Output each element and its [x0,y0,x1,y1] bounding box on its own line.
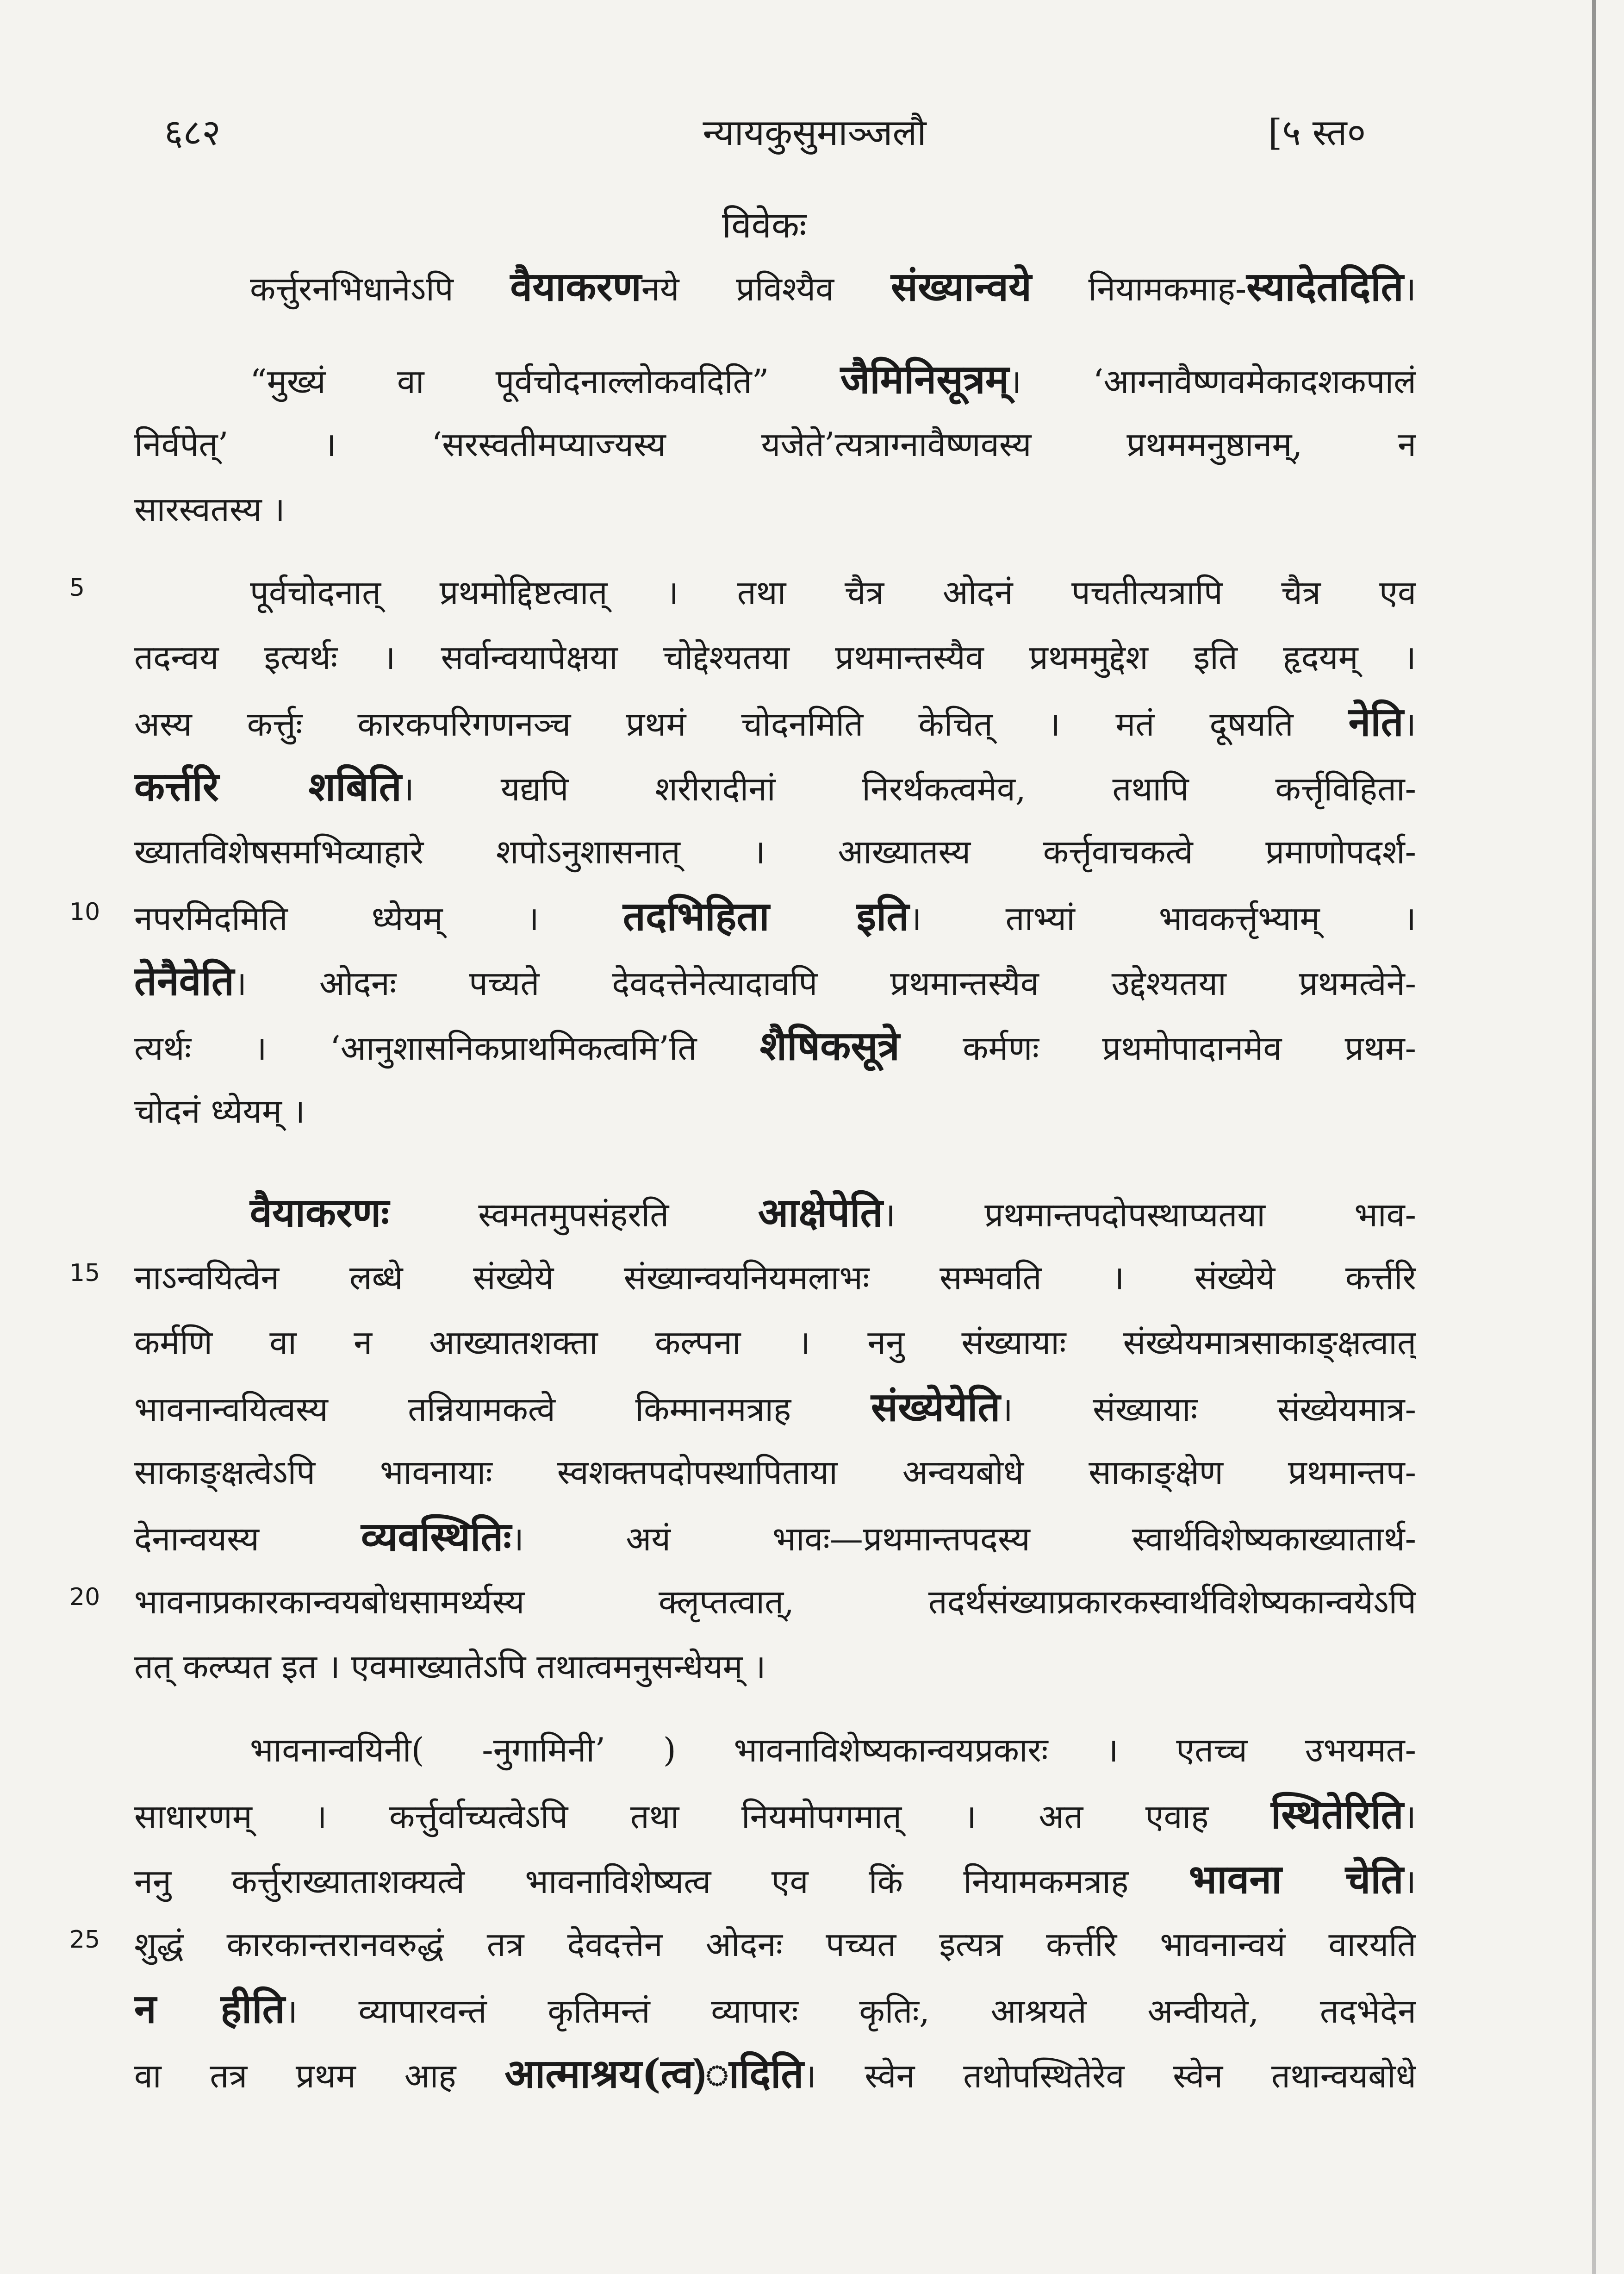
text-line [134,1722,1416,1778]
text-run: ननु कर्त्तुराख्याताशक्यत्वे भावनाविशेष्यत्व एव किं नियामकमत्राह [134,1862,1189,1901]
text-line [134,954,1416,1011]
text-run: “मुख्यं वा पूर्वचोदनाल्लोकवदिति” [250,362,840,401]
text-line [134,824,1416,880]
text-line [134,1444,1416,1500]
text-line [134,630,1416,685]
text-run: ख्यातविशेषसमभिव्याहारे शपोऽनुशासनात् । आख्यातस्य कर्त्तृवाचकत्वे प्रमाणोपदर्श- [134,832,1416,871]
text-line [134,259,1416,317]
margin-line-number: 10 [69,898,100,926]
text-run: नियामकमाह- [1031,269,1247,308]
text-run: नये प्रविश्यैव [641,269,891,308]
text-run: । ‘आग्नावैष्णवमेकादशकपालं [1009,362,1416,401]
emphasized-term: व्यवस्थितिः [361,1513,511,1560]
emphasized-term: तदभिहिता इति [622,893,909,940]
text-run: । ओदनः पच्यते देवदत्तेनेत्यादावपि प्रथमान्तस्यैव उद्देश्यतया प्रथमत्वेने- [234,964,1416,1003]
text-run: शुद्धं कारकान्तरानवरुद्धं तत्र देवदत्तेन ओदनः पच्यत इत्यत्र कर्त्तरि भावनान्वयं वारयति [134,1925,1416,1964]
text-run: । ताभ्यां भावकर्त्तृभ्याम् । [909,899,1416,938]
text-run: तत् कल्प्यत इत । एवमाख्यातेऽपि तथात्वमनुसन्धेयम् । [134,1647,766,1686]
text-line [134,1250,1416,1306]
page-edge-shadow [1592,0,1596,2274]
text-line [134,417,1416,472]
margin-line-number: 20 [69,1583,100,1611]
text-run: त्यर्थः । ‘आनुशासनिकप्राथमिकत्वमि’ति [134,1029,760,1068]
emphasized-term: स्थितेरिति [1270,1791,1404,1838]
text-line [134,1787,1416,1844]
running-title: न्यायकुसुमाञ्जलौ [703,112,927,154]
text-line [134,1018,1416,1076]
text-run: भावनान्वयित्वस्य तन्नियामकत्वे किम्मानमत्राह [134,1390,871,1429]
text-run: भावनान्वयिनी( -नुगामिनी’ ) भावनाविशेष्यकान्वयप्रकारः । एतच्च उभयमत- [250,1730,1416,1769]
text-line [134,889,1416,946]
text-run: । संख्यायाः संख्येयमात्र- [1000,1390,1416,1429]
text-run: निर्वपेत्’ । ‘सरस्वतीमप्याज्यस्य यजेते’त्यत्राग्नावैष्णवस्य प्रथममनुष्ठानम्, न [134,425,1416,464]
text-run: । स्वेन तथोपस्थितेरेव स्वेन तथान्वयबोधे [803,2056,1416,2095]
text-line [134,1083,1416,1139]
text-run: । अयं भावः—प्रथमान्तपदस्य स्वार्थविशेष्यकाख्यातार्थ- [511,1519,1416,1558]
margin-line-number: 5 [69,574,85,602]
emphasized-term: स्यादेतदिति [1246,263,1404,310]
emphasized-term: नेति [1348,699,1404,745]
text-run: भावनाप्रकारकान्वयबोधसामर्थ्यस्य क्लृप्तत्वात्, तदर्थसंख्याप्रकारकस्वार्थविशेष्यकान्वयेऽपि [134,1582,1416,1621]
text-run: । [1403,269,1416,308]
text-run: । प्रथमान्तपदोपस्थाप्यतया भाव- [883,1195,1416,1234]
emphasized-term: जैमिनिसूत्रम् [840,356,1009,403]
text-line [134,1380,1416,1437]
text-line [134,1917,1416,1972]
text-run: सारस्वतस्य । [134,490,285,529]
text-run: पूर्वचोदनात् प्रथमोद्दिष्टत्वात् । तथा चैत्र ओदनं पचतीत्यत्रापि चैत्र एव [250,573,1416,612]
text-line [134,1981,1416,2039]
emphasized-term: संख्येयेति [871,1384,1001,1431]
page-number: ६८२ [164,112,221,154]
margin-line-number: 25 [69,1926,100,1954]
text-run: कर्त्तुरनभिधानेऽपि [250,269,510,308]
text-run: । [1403,1797,1416,1836]
text-line [134,2046,1416,2104]
text-line [134,694,1416,752]
text-run: नपरमिदमिति ध्येयम् । [134,899,623,938]
text-line [134,1852,1416,1909]
text-line [134,481,1416,537]
text-run: । व्यापारवन्तं कृतिमन्तं व्यापारः कृतिः, आश्रयते अन्वीयते, तदभेदेन [285,1992,1416,2030]
emphasized-term: आत्माश्रय(त्व)ादिति [504,2050,804,2097]
text-line [134,1639,1416,1694]
text-run: कर्मणि वा न आख्यातशक्ता कल्पना । ननु संख्यायाः संख्येयमात्रसाकाङ्क्षत्वात् [134,1323,1416,1362]
emphasized-term: वैयाकरणः [250,1189,389,1236]
section-subtitle: विवेकः [722,205,807,246]
text-run: । यद्यपि शरीरादीनां निरर्थकत्वमेव, तथापि कर्त्तृविहिता- [401,769,1416,808]
text-line [134,1315,1416,1370]
emphasized-term: न हीति [134,1986,285,2032]
text-line [134,1574,1416,1630]
text-run: साधारणम् । कर्त्तुर्वाच्यत्वेऽपि तथा नियमोपगमात् । अत एवाह [134,1797,1271,1836]
text-line [134,352,1416,409]
emphasized-term: भावना चेति [1188,1856,1404,1903]
text-run: अस्य कर्त्तुः कारकपरिगणनञ्च प्रथमं चोदनमिति केचित् । मतं दूषयति [134,705,1349,743]
emphasized-term: तेनैवेति [134,958,234,1005]
text-run: तदन्वय इत्यर्थः । सर्वान्वयापेक्षया चोद्देश्यतया प्रथमान्तस्यैव प्रथममुद्देश इति हृदयम् । [134,638,1416,677]
text-run: कर्मणः प्रथमोपादानमेव प्रथम- [899,1029,1416,1068]
text-run: साकाङ्क्षत्वेऽपि भावनायाः स्वशक्तपदोपस्थापिताया अन्वयबोधे साकाङ्क्षेण प्रथमान्तप- [134,1453,1416,1492]
margin-line-number: 15 [69,1259,100,1287]
text-run: स्वमतमुपसंहरति [389,1195,758,1234]
emphasized-term: वैयाकरण [510,263,641,310]
text-run: देनान्वयस्य [134,1519,361,1558]
text-run: चोदनं ध्येयम् । [134,1092,305,1131]
emphasized-term: कर्त्तरि शबिति [134,763,402,810]
emphasized-term: संख्यान्वये [890,263,1032,310]
text-run: । [1403,705,1416,743]
section-marker: [५ स्त० [1268,112,1366,154]
emphasized-term: शैषिकसूत्रे [759,1023,900,1069]
text-line [134,565,1416,620]
text-line [134,1185,1416,1243]
text-line [134,759,1416,817]
text-run: । [1403,1862,1416,1901]
text-run: वा तत्र प्रथम आह [134,2056,505,2095]
text-run: नाऽन्वयित्वेन लब्धे संख्येये संख्यान्वयनियमलाभः सम्भवति । संख्येये कर्त्तरि [134,1258,1416,1297]
emphasized-term: आक्षेपेति [758,1189,883,1236]
text-line [134,1509,1416,1567]
